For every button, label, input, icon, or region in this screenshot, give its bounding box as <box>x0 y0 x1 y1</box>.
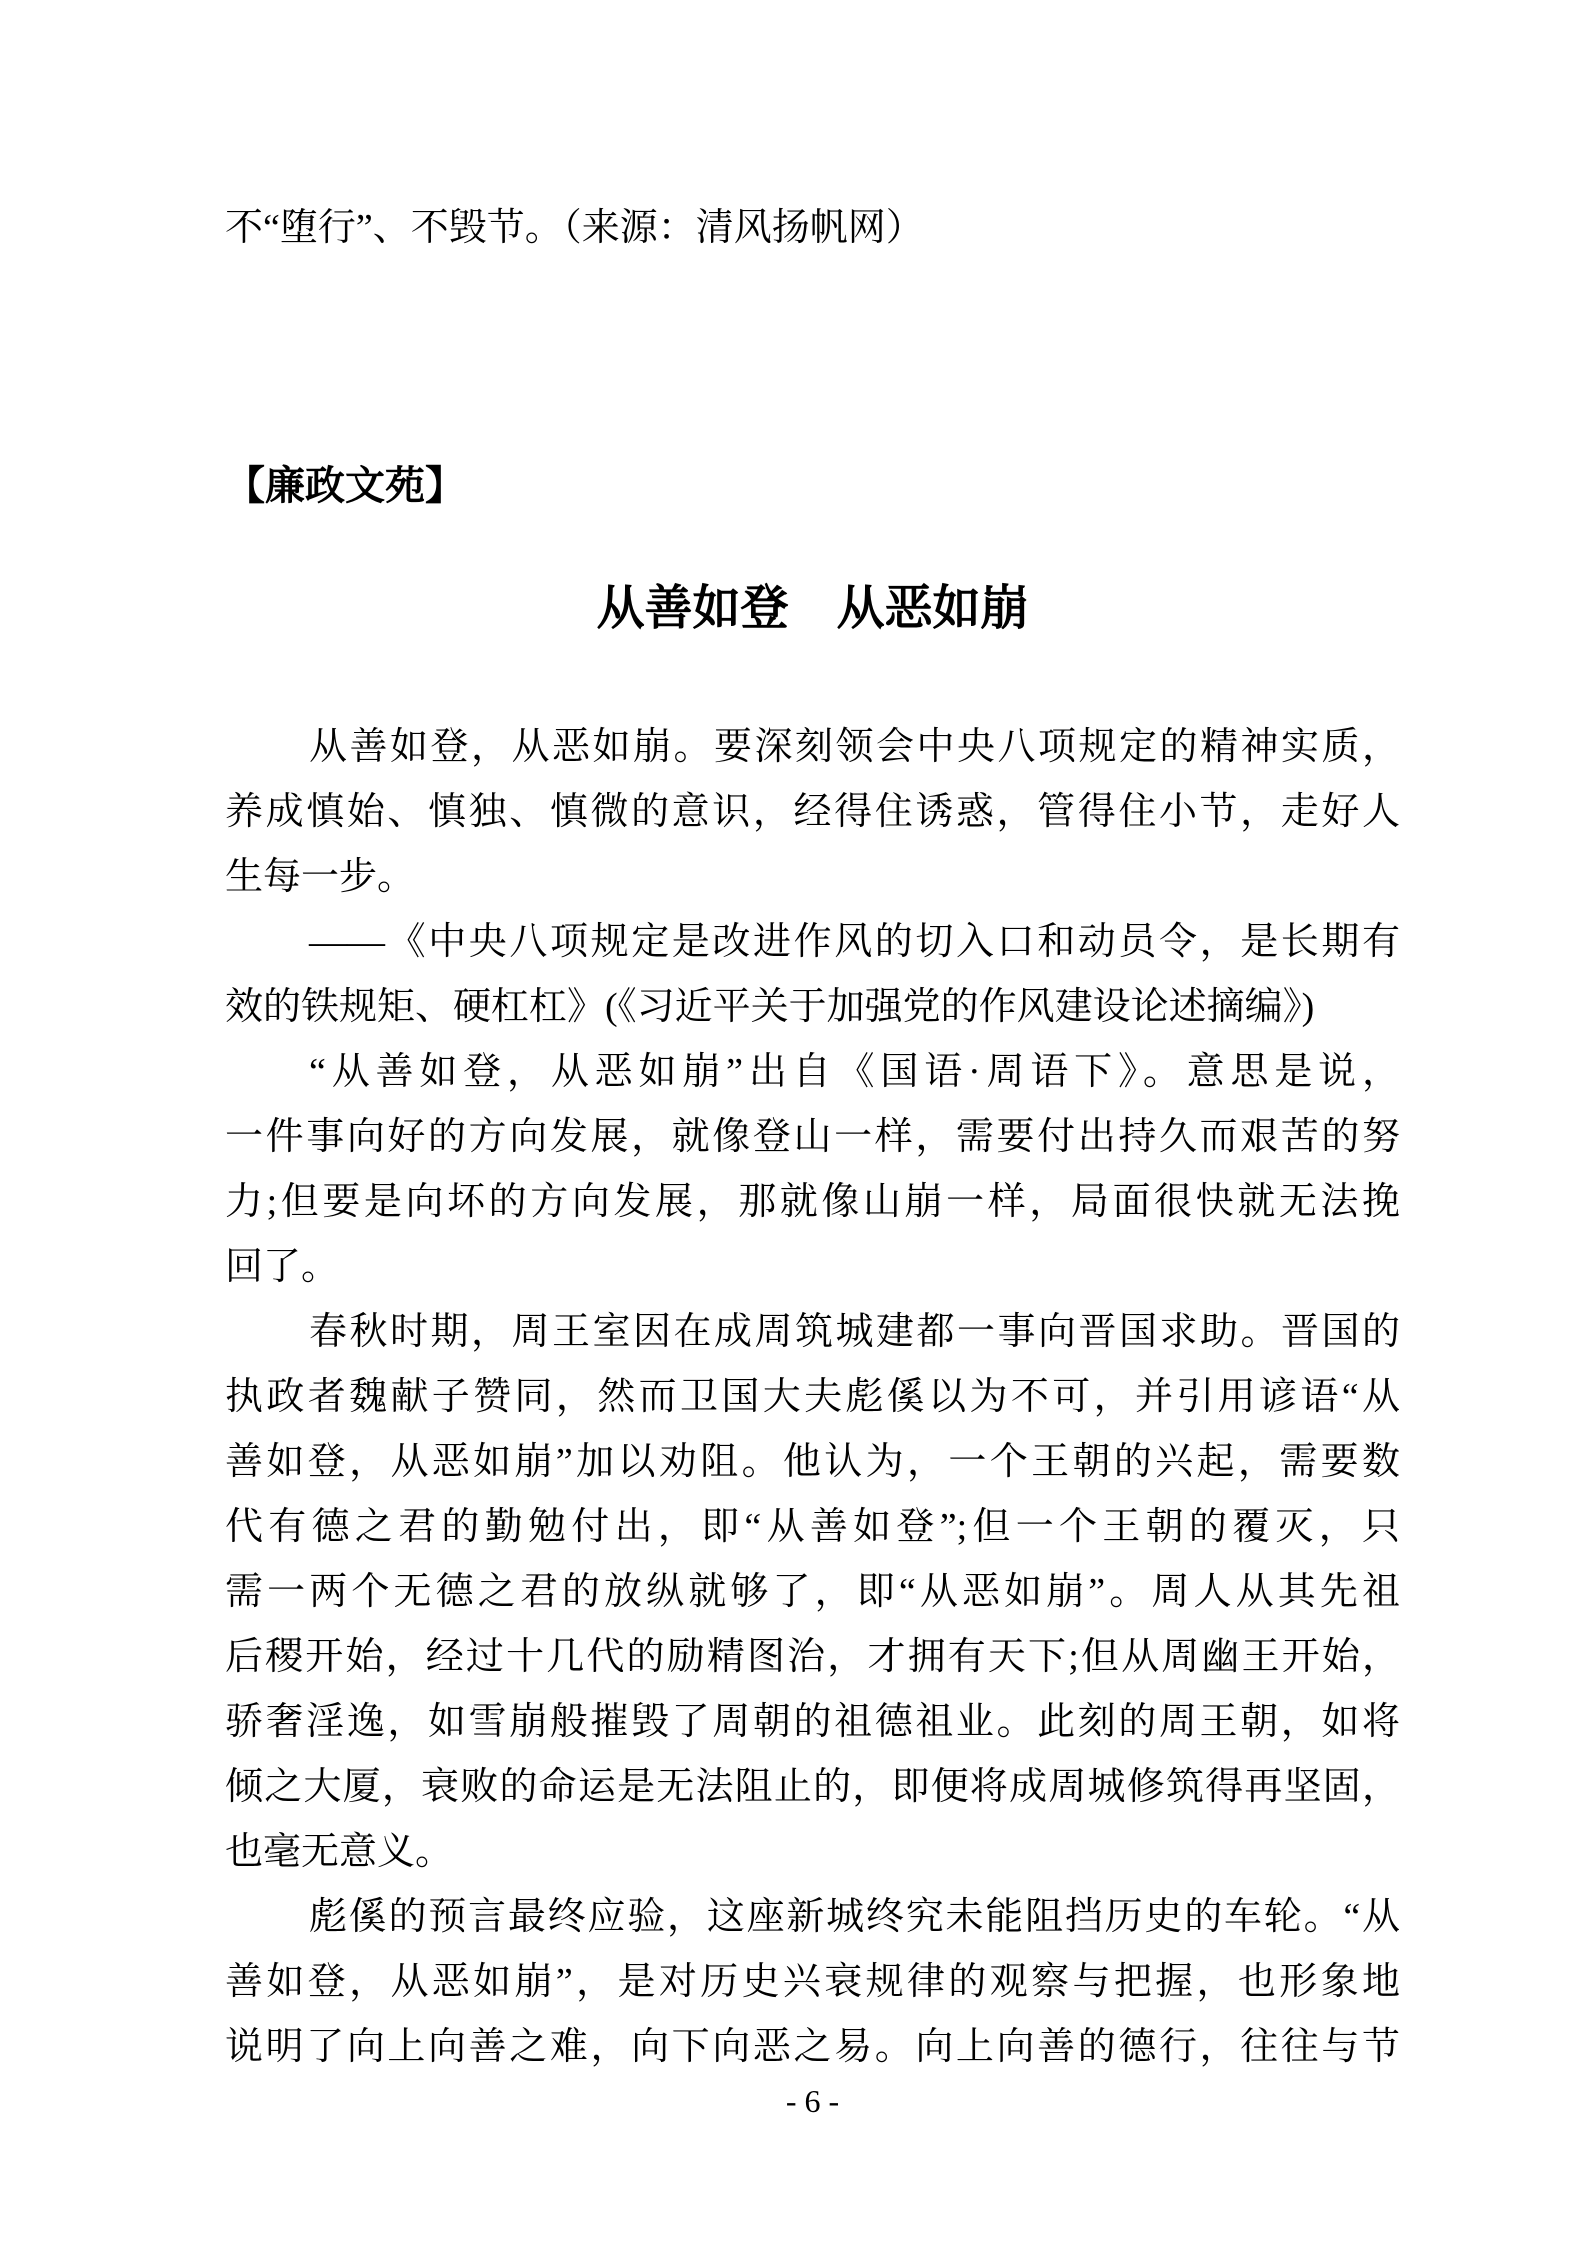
body-line: 力;但要是向坏的方向发展，那就像山崩一样，局面很快就无法挽 <box>225 1181 1400 1223</box>
body-line: 善如登，从恶如崩”加以劝阻。他认为，一个王朝的兴起，需要数 <box>225 1441 1400 1483</box>
article-title: 从善如登 从恶如崩 <box>596 582 1029 635</box>
body-line: “从善如登，从恶如崩”出自《国语·周语下》。意思是说， <box>309 1051 1400 1093</box>
body-line: 骄奢淫逸，如雪崩般摧毁了周朝的祖德祖业。此刻的周王朝，如将 <box>225 1701 1400 1743</box>
body-line: 倾之大厦，衰败的命运是无法阻止的，即便将成周城修筑得再坚固， <box>225 1766 1400 1808</box>
body-line: ——《中央八项规定是改进作风的切入口和动员令，是长期有 <box>309 921 1400 963</box>
body-line: 善如登，从恶如崩”，是对历史兴衰规律的观察与把握，也形象地 <box>225 1961 1400 2003</box>
body-line: 代有德之君的勤勉付出，即“从善如登”;但一个王朝的覆灭，只 <box>225 1506 1400 1548</box>
body-line: 养成慎始、慎独、慎微的意识，经得住诱惑，管得住小节，走好人 <box>225 791 1400 833</box>
body-line: 也毫无意义。 <box>225 1831 454 1873</box>
body-line: 一件事向好的方向发展，就像登山一样，需要付出持久而艰苦的努 <box>225 1116 1400 1158</box>
article-body <box>225 715 1400 2080</box>
body-line: 生每一步。 <box>225 856 416 898</box>
body-line: 后稷开始，经过十几代的励精图治，才拥有天下;但从周幽王开始， <box>225 1636 1400 1678</box>
body-line: 效的铁规矩、硬杠杠》(《习近平关于加强党的作风建设论述摘编》) <box>225 986 1315 1028</box>
continuation-line: 不“堕行”、不毁节。（来源：清风扬帆网） <box>225 207 924 249</box>
body-line: 执政者魏献子赞同，然而卫国大夫彪傒以为不可，并引用谚语“从 <box>225 1376 1400 1418</box>
body-line: 从善如登，从恶如崩。要深刻领会中央八项规定的精神实质， <box>309 726 1400 768</box>
body-line: 春秋时期，周王室因在成周筑城建都一事向晋国求助。晋国的 <box>309 1311 1400 1353</box>
body-line: 说明了向上向善之难，向下向恶之易。向上向善的德行，往往与节 <box>225 2026 1400 2068</box>
page-number: - 6 - <box>785 2083 840 2119</box>
body-line: 彪傒的预言最终应验，这座新城终究未能阻挡历史的车轮。“从 <box>309 1896 1400 1938</box>
section-header: 【廉政文苑】 <box>225 463 465 508</box>
body-line: 回了。 <box>225 1246 340 1288</box>
body-line: 需一两个无德之君的放纵就够了，即“从恶如崩”。周人从其先祖 <box>225 1571 1400 1613</box>
